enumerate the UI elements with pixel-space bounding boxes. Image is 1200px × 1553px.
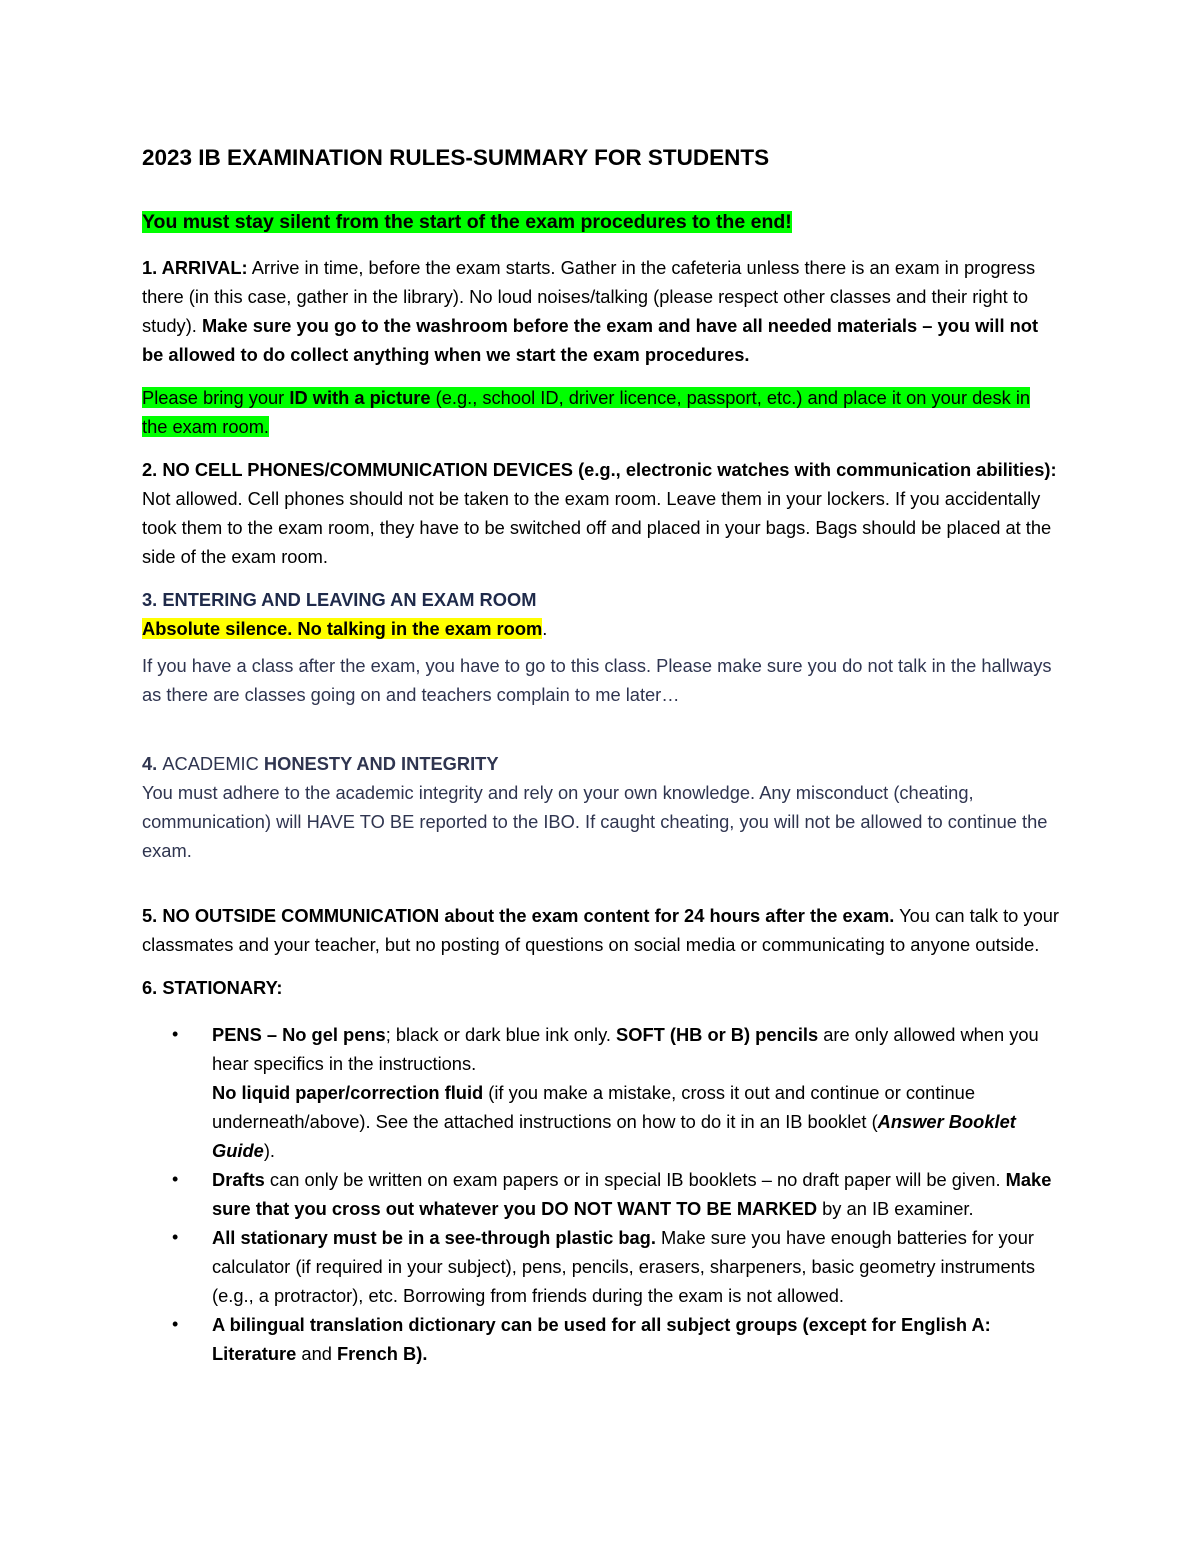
id-notice-a: Please bring your [142, 387, 290, 408]
dict-b2: French B). [337, 1343, 428, 1364]
stationary-list [142, 1020, 1060, 1368]
honesty-text: You must adhere to the academic integrity and rely on your own knowledge. Any misconduct (cheating, communication) will HAVE TO BE reported to the IBO. If caught cheating, you will not be allowed to continue the exam. [142, 782, 1048, 861]
entering-heading: 3. ENTERING AND LEAVING AN EXAM ROOM [142, 589, 537, 610]
section-honesty [142, 749, 1060, 865]
bullet-icon: • [172, 1024, 179, 1044]
document-title: 2023 IB EXAMINATION RULES-SUMMARY FOR STUDENTS [142, 145, 770, 170]
drafts-t2: by an IB examiner. [817, 1198, 974, 1219]
drafts-b1: Drafts [212, 1169, 265, 1190]
honesty-num: 4. [142, 753, 163, 774]
drafts-b2: Make sure that you cross out whatever you DO NOT WANT TO BE MARKED [212, 1169, 1052, 1219]
honesty-heading: HONESTY AND INTEGRITY [263, 753, 499, 774]
pens-b2: SOFT (HB or B) pencils [616, 1024, 819, 1045]
drafts-t1: can only be written on exam papers or in special IB booklets – no draft paper will be given. [264, 1169, 1006, 1190]
bullet-icon: • [172, 1314, 179, 1334]
section-entering [142, 585, 1060, 643]
list-item-dictionary [142, 1310, 1060, 1368]
bag-t1: Make sure you have enough batteries for your calculator (if required in your subject), pens, pencils, erasers, sharpeners, basic geometry instruments (e.g., a protractor), etc. Borrowing from friends during the exam is not allowed. [212, 1227, 1036, 1306]
pens-t2: are only allowed when you hear specifics in the instructions. [212, 1024, 1039, 1074]
pens-b1: PENS – No gel pens [212, 1024, 386, 1045]
arrival-text: Arrive in time, before the exam starts. Gather in the cafeteria unless there is an exam in progress there (in this case, gather in the library). No loud noises/talking (please respect other classes and their right to study). [142, 257, 1036, 336]
pens-t1: ; black or dark blue ink only. [385, 1024, 617, 1045]
pens-t3: (if you make a mistake, cross it out and continue or continue underneath/above). See the attached instructions on how to do it in an IB booklet ( [212, 1082, 975, 1132]
bullet-icon: • [172, 1169, 179, 1189]
phones-text: Not allowed. Cell phones should not be taken to the exam room. Leave them in your lockers. If you accidentally took them to the exam room, they have to be switched off and placed in your bags. Bags should be placed at the side of the exam room. [142, 488, 1052, 567]
id-notice [142, 383, 1060, 441]
pens-b3: No liquid paper/correction fluid [212, 1082, 484, 1103]
arrival-label: 1. ARRIVAL: [142, 257, 248, 278]
list-item-pens [142, 1020, 1060, 1165]
id-notice-highlight [142, 387, 1030, 437]
bullet-icon: • [172, 1227, 179, 1247]
outside-heading: 5. NO OUTSIDE COMMUNICATION about the exam content for 24 hours after the exam. [142, 905, 895, 926]
phones-heading: 2. NO CELL PHONES/COMMUNICATION DEVICES (e.g., electronic watches with communication abilities): [142, 459, 1057, 480]
honesty-mid: ACADEMIC [162, 753, 264, 774]
silence-notice [142, 208, 1060, 237]
entering-highlight: Absolute silence. No talking in the exam room [142, 618, 543, 639]
dict-b1: A bilingual translation dictionary can be used for all subject groups (except for English A: Literature [212, 1314, 991, 1364]
stationary-heading: 6. STATIONARY: [142, 977, 283, 998]
section-outside-communication [142, 901, 1060, 959]
id-notice-bold: ID with a picture [289, 387, 431, 408]
section-arrival [142, 253, 1060, 369]
arrival-bold: Make sure you go to the washroom before the exam and have all needed materials – you will not be allowed to do collect anything when we start the exam procedures. [142, 315, 1039, 365]
id-notice-b: (e.g., school ID, driver licence, passport, etc.) and place it on your desk in the exam room. [142, 387, 1031, 437]
pens-booklet-guide: Answer Booklet Guide [212, 1111, 1016, 1161]
pens-t4: ). [263, 1140, 275, 1161]
entering-period: . [542, 618, 548, 639]
entering-text: If you have a class after the exam, you have to go to this class. Please make sure you do not talk in the hallways as there are classes going on and teachers complain to me later… [142, 655, 1052, 705]
list-item-drafts [142, 1165, 1060, 1223]
list-item-bag [142, 1223, 1060, 1310]
section-phones [142, 455, 1060, 571]
silence-notice-text: You must stay silent from the start of the exam procedures to the end! [142, 211, 792, 233]
bag-b1: All stationary must be in a see-through plastic bag. [212, 1227, 656, 1248]
outside-text: You can talk to your classmates and your teacher, but no posting of questions on social media or communicating to anyone outside. [142, 905, 1059, 955]
dict-t1: and [296, 1343, 337, 1364]
